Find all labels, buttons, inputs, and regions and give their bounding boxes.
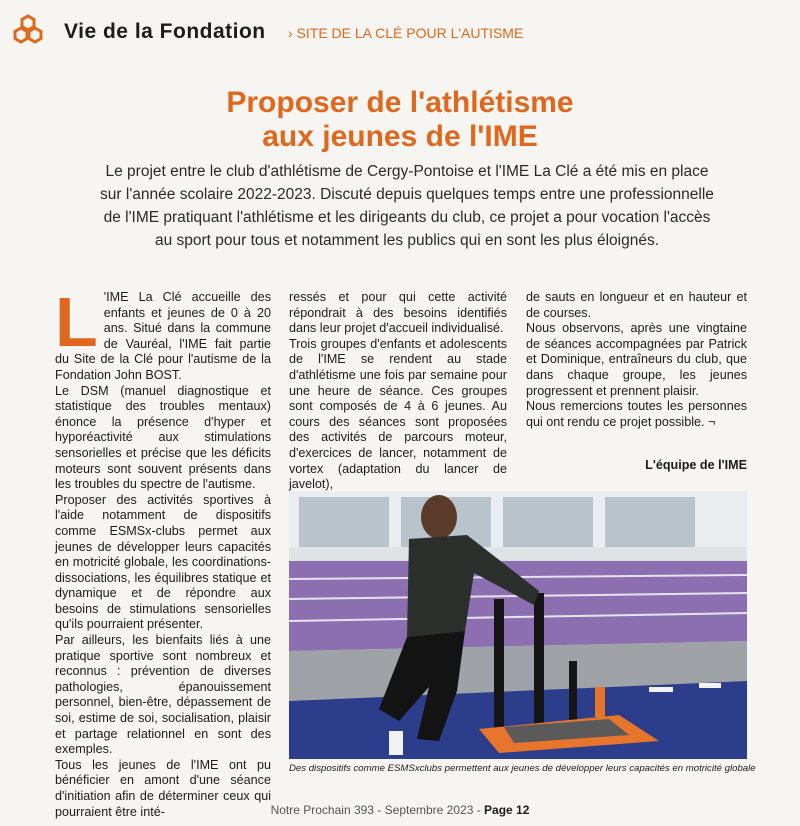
photo-caption: Des dispositifs comme ESMSxclubs permettent aux jeunes de développer leurs capacités en motricité globale: [289, 763, 756, 774]
article-column-3: [526, 290, 747, 430]
paragraph: de sauts en longueur et en hauteur et de courses.: [526, 290, 747, 320]
honeycomb-logo-icon: [10, 14, 46, 50]
page-footer: [0, 803, 800, 817]
article-column-2: [289, 290, 507, 493]
paragraph: ressés et pour qui cette activité répondrait à des besoins identifiés dans leur projet d'accueil individualisé.: [289, 290, 507, 336]
paragraph: Tous les jeunes de l'IME ont pu bénéficier en amont d'une séance d'initiation afin de déterminer ceux qui pourraient être inté-: [55, 757, 271, 819]
section-title: Vie de la Fondation: [64, 20, 266, 43]
footer-publication: Notre Prochain 393 - Septembre 2023 -: [270, 803, 485, 817]
paragraph: Nous observons, après une vingtaine de séances accompagnées par Patrick et Dominique, entraîneurs du club, que dans chaque groupe, les jeunes progressent et prennent plaisir.: [526, 321, 747, 398]
article-column-1: [55, 283, 271, 820]
article-title: [0, 86, 800, 154]
article-title-line-2: aux jeunes de l'IME: [262, 120, 538, 153]
paragraph: 'IME La Clé accueille des enfants et jeunes de 0 à 20 ans. Situé dans la commune de Vauréal, l'IME fait partie du Site de la Clé pour l'autisme de la Fondation John BOST.: [55, 290, 271, 382]
page-header: [10, 14, 790, 54]
page-number: Page 12: [484, 803, 530, 817]
paragraph: Nous remercions toutes les personnes qui ont rendu ce projet possible. ¬: [526, 399, 747, 429]
paragraph: Par ailleurs, les bienfaits liés à une pratique sportive sont nombreux et reconnus : prévention de diverses pathologies, épanouissement personnel, bien-être, dépassement de soi, estime de soi, socialisation, plaisir et partage relationnel en sont des exemples.: [55, 633, 271, 757]
article-title-line-1: Proposer de l'athlétisme: [226, 86, 574, 119]
article-signature: L'équipe de l'IME: [645, 458, 747, 472]
article-intro: Le projet entre le club d'athlétisme de Cergy-Pontoise et l'IME La Clé a été mis en place sur l'année scolaire 2022-2023. Discuté depuis quelques temps entre une professionnelle de l'IME pratiquant l'athlétisme et les dirigeants du club, ce projet a pour vocation l'accès au sport pour tous et notamment les publics qui en sont les plus éloignés.: [100, 163, 714, 249]
article-photo: [289, 491, 747, 759]
drop-cap: L: [55, 283, 98, 361]
paragraph: Trois groupes d'enfants et adolescents de l'IME se rendent au stade d'athlétisme une fois par semaine pour une heure de séance. Ces groupes sont composés de 4 à 6 jeunes. Au cours des séances sont proposées des activités de parcours moteur, d'exercices de lancer, notamment de vortex (adaptation du lancer de javelot),: [289, 336, 507, 492]
athlete-sled-illustration: [289, 491, 747, 759]
breadcrumb: › SITE DE LA CLÉ POUR L'AUTISME: [288, 25, 524, 41]
paragraph: Proposer des activités sportives à l'aide notamment de dispositifs comme ESMSx-clubs permet aux jeunes de développer leurs capacités en motricité globale, les coordinations-dissociations, les équilibres statique et dynamique et de répondre aux besoins de stimulations sensorielles qu'ils pourraient présenter.: [55, 492, 271, 632]
paragraph: Le DSM (manuel diagnostique et statistique des troubles mentaux) énonce la présence d'hyper et hyporéactivité aux stimulations sensorielles et précise que les déficits moteurs sont souvent présents dans les troubles du spectre de l'autisme.: [55, 383, 271, 492]
